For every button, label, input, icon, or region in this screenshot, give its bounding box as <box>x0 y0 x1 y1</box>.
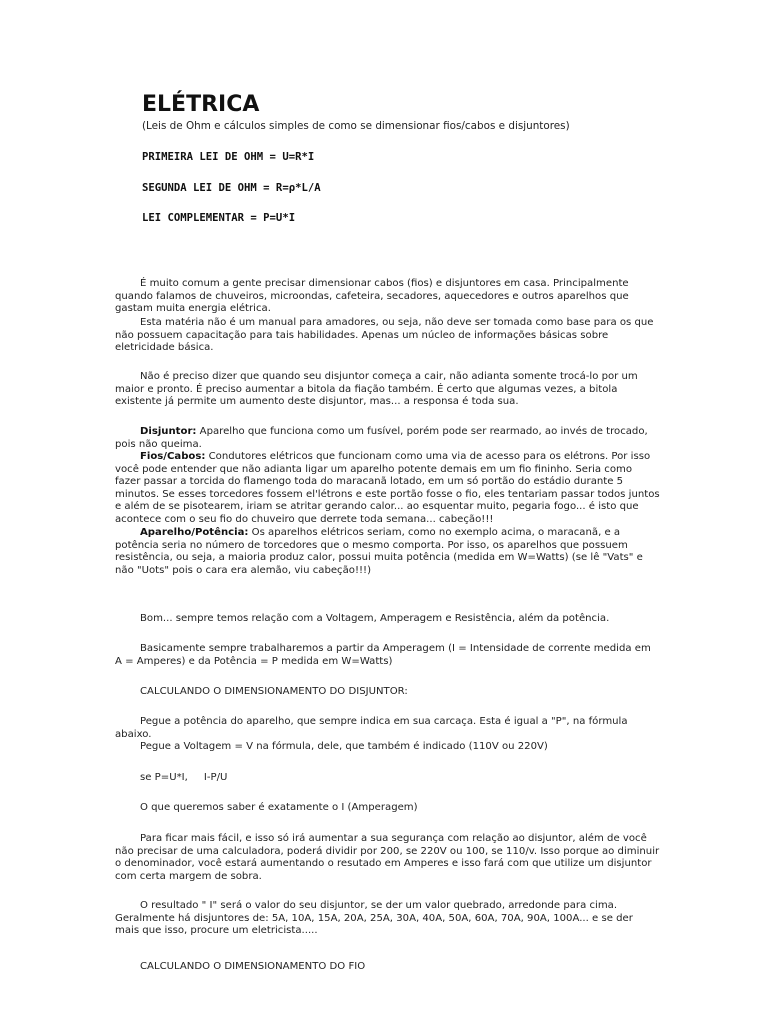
definition-aparelho: Os aparelhos elétricos seriam, como no exemplo acima, o maracanã, e a potência seria no número de torcedores que o mesmo comporta. Por isso, os aparelhos que possuem resistência, ou seja, a maioria produz calor, possui muita potência (medida em W=Watts) (se lê "Vats" e não "Uots" pois o cara era alemão, viu cabeção!!!) <box>115 527 643 576</box>
paragraph-objetivo: O que queremos saber é exatamente o I (Amperagem) <box>140 802 418 813</box>
formula-line: se P=U*I, I-P/U <box>140 772 228 783</box>
paragraph-aparelho <box>115 527 660 577</box>
document-subtitle: (Leis de Ohm e cálculos simples de como se dimensionar fios/cabos e disjuntores) <box>142 120 570 132</box>
document-title: ELÉTRICA <box>142 92 260 117</box>
law-complementary: LEI COMPLEMENTAR = P=U*I <box>142 212 296 224</box>
term-fios: Fios/Cabos: <box>140 451 206 462</box>
section-heading-disjuntor: CALCULANDO O DIMENSIONAMENTO DO DISJUNTOR: <box>140 686 408 697</box>
paragraph-bitola: Não é preciso dizer que quando seu disjuntor começa a cair, não adianta somente trocá-lo por um maior e pronto. É preciso aumentar a bitola da fiação também. É certo que algumas vezes, a bitola existente já permite um aumento deste disjuntor, mas... a responsa é toda sua. <box>115 371 638 408</box>
definition-disjuntor: Aparelho que funciona como um fusível, porém pode ser rearmado, ao invés de trocado, pois não queima. <box>115 426 648 450</box>
law-first: PRIMEIRA LEI DE OHM = U=R*I <box>142 151 315 163</box>
definition-fios: Condutores elétricos que funcionam como uma via de acesso para os elétrons. Por isso você pode entender que não adianta ligar um aparelho potente demais em um fio fininho. Seria como fazer passar a torcida do flamengo toda do maracanã lotado, em um só portão do estádio durante 5 minutos. Se esses torcedores fossem el'létrons e este portão fosse o fio, eles tentariam passar todos juntos e além de se pisotearem, iriam se atritar gerando calor... ao esquentar muito, pegaria fogo... é isto que acontece com o seu fio do chuveiro que derrete toda semana... cabeção!!! <box>115 451 660 525</box>
paragraph-relacao: Bom... sempre temos relação com a Voltagem, Amperagem e Resistência, além da potência. <box>140 613 610 624</box>
paragraph-resultado: O resultado " I" será o valor do seu disjuntor, se der um valor quebrado, arredonde para cima. Geralmente há disjuntores de: 5A, 10A, 15A, 20A, 25A, 30A, 40A, 50A, 60A, 70A, 90A, 100A... e se der mais que isso, procure um eletricista..... <box>115 900 633 937</box>
term-disjuntor: Disjuntor: <box>140 426 197 437</box>
paragraph-disjuntor <box>115 426 660 451</box>
paragraph-intro: É muito comum a gente precisar dimensionar cabos (fios) e disjuntores em casa. Principalmente quando falamos de chuveiros, microondas, cafeteira, secadores, aquecedores e outros aparelhos que gastam muita energia elétrica. <box>115 278 629 315</box>
term-aparelho: Aparelho/Potência: <box>140 527 249 538</box>
paragraph-calculadora: Para ficar mais fácil, e isso só irá aumentar a sua segurança com relação ao disjuntor, além de você não precisar de uma calculadora, poderá dividir por 200, se 220V ou 100, se 110/v. Isso porque ao diminuir o denominador, você estará aumentando o resutado em Amperes e isso fará com que utilize um disjuntor com certa margem de sobra. <box>115 833 660 882</box>
paragraph-potencia: Pegue a potência do aparelho, que sempre indica em sua carcaça. Esta é igual a "P", na fórmula abaixo. <box>115 716 628 740</box>
section-heading-fio: CALCULANDO O DIMENSIONAMENTO DO FIO <box>140 961 366 972</box>
paragraph-voltagem: Pegue a Voltagem = V na fórmula, dele, que também é indicado (110V ou 220V) <box>140 741 548 752</box>
paragraph-fios <box>115 451 660 527</box>
paragraph-amperagem: Basicamente sempre trabalharemos a partir da Amperagem (I = Intensidade de corrente medida em A = Amperes) e da Potência = P medida em W=Watts) <box>115 643 651 667</box>
law-second: SEGUNDA LEI DE OHM = R=ρ*L/A <box>142 182 321 194</box>
paragraph-disclaimer: Esta matéria não é um manual para amadores, ou seja, não deve ser tomada como base para os que não possuem capacitação para tais habilidades. Apenas um núcleo de informações básicas sobre eletricidade básica. <box>115 317 654 354</box>
